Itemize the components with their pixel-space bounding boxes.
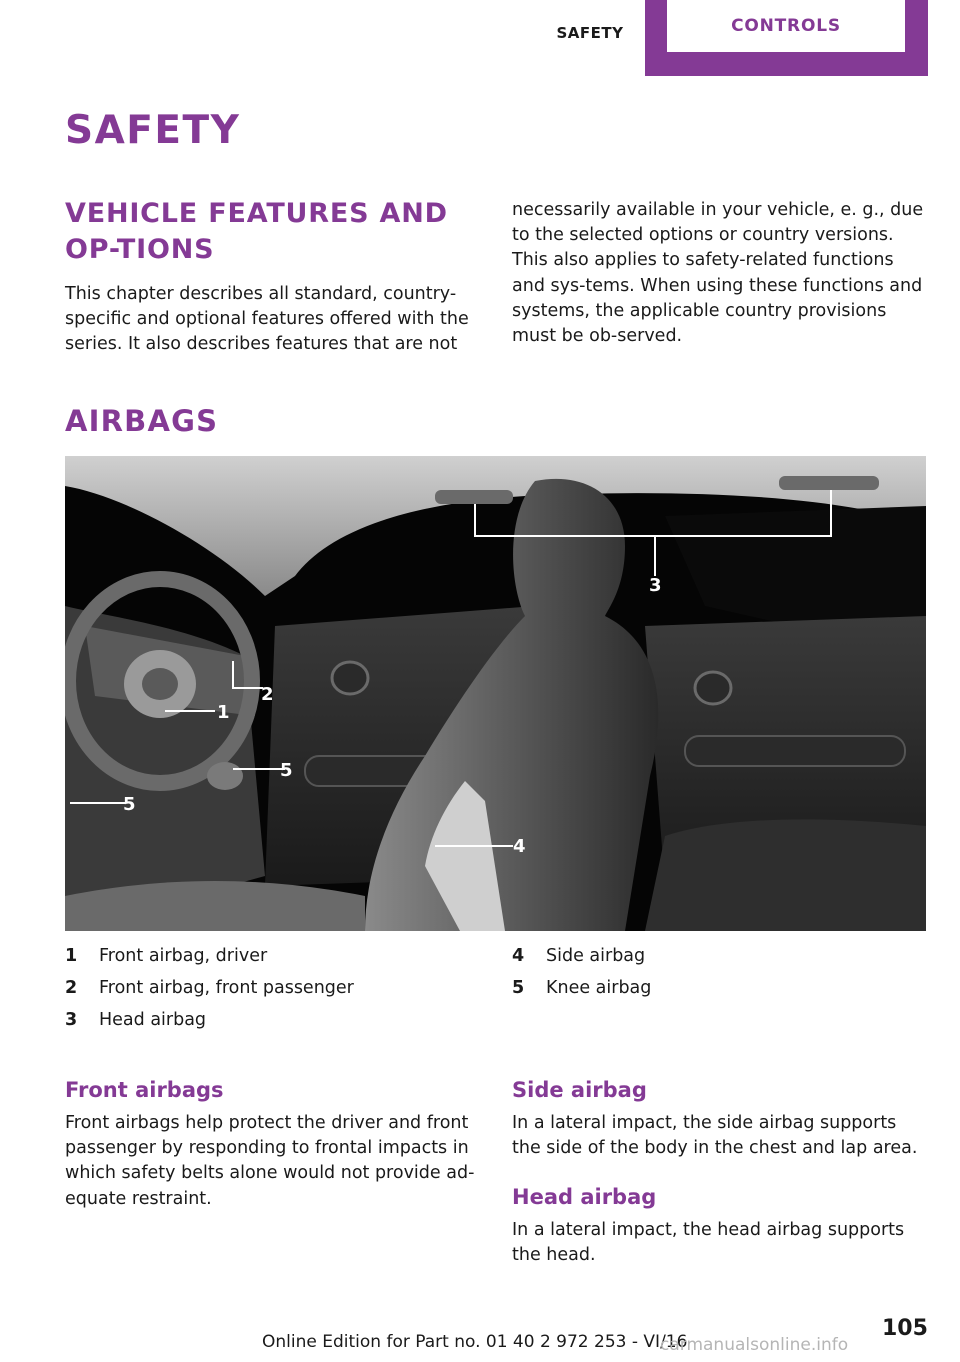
car-interior-illustration xyxy=(65,456,926,931)
callout-4: 4 xyxy=(513,836,526,857)
legend-label: Front airbag, front passenger xyxy=(99,978,354,998)
callout-5-driver: 5 xyxy=(123,794,136,815)
legend-number: 2 xyxy=(65,978,78,998)
header-section-label: SAFETY xyxy=(556,24,624,42)
airbags-heading: AIRBAGS xyxy=(65,404,219,438)
chapter-tab-inner xyxy=(667,0,905,52)
page-number: 105 xyxy=(882,1316,928,1341)
watermark: carmanualsonline.info xyxy=(660,1335,849,1355)
chapter-tab-label: CONTROLS xyxy=(731,16,841,36)
front-airbags-heading: Front airbags xyxy=(65,1078,224,1102)
vehicle-features-text-left: This chapter describes all standard, country-specific and optional features offered with the series. It also describes features that are not xyxy=(65,284,469,355)
head-airbag-heading: Head airbag xyxy=(512,1185,657,1209)
callout-2: 2 xyxy=(261,684,274,705)
callout-5-passenger: 5 xyxy=(280,760,293,781)
legend-item xyxy=(512,940,932,972)
legend-item xyxy=(512,972,932,1004)
legend-label: Knee airbag xyxy=(546,978,652,998)
vehicle-features-heading: VEHICLE FEATURES AND OP-TIONS xyxy=(65,198,448,265)
legend-number: 1 xyxy=(65,946,78,966)
airbag-legend-right xyxy=(512,940,932,1004)
head-airbag-text: In a lateral impact, the head airbag supports the head. xyxy=(512,1220,905,1266)
legend-item xyxy=(65,940,485,972)
vehicle-features-text-right: necessarily available in your vehicle, e. g., due to the selected options or country versions. This also applies to safety-related functions and sys-tems. When using these functions and systems, the applicable country provisions must be ob-served. xyxy=(512,200,924,347)
legend-number: 3 xyxy=(65,1010,78,1030)
legend-item xyxy=(65,972,485,1004)
callout-1: 1 xyxy=(217,702,230,723)
legend-number: 4 xyxy=(512,946,525,966)
legend-label: Head airbag xyxy=(99,1010,207,1030)
legend-label: Side airbag xyxy=(546,946,646,966)
front-airbags-text: Front airbags help protect the driver and front passenger by responding to frontal impacts in which safety belts alone would not provide ad-equate restraint. xyxy=(65,1113,475,1209)
airbags-figure xyxy=(65,456,926,931)
callout-3: 3 xyxy=(649,575,662,596)
legend-label: Front airbag, driver xyxy=(99,946,268,966)
page-title: SAFETY xyxy=(65,108,241,153)
legend-number: 5 xyxy=(512,978,525,998)
side-airbag-text: In a lateral impact, the side airbag supports the side of the body in the chest and lap area. xyxy=(512,1113,918,1159)
side-airbag-heading: Side airbag xyxy=(512,1078,647,1102)
footer-edition: Online Edition for Part no. 01 40 2 972 253 - VI/16 xyxy=(262,1332,688,1352)
chapter-tab[interactable] xyxy=(645,0,928,76)
airbag-legend-left xyxy=(65,940,485,1036)
legend-item xyxy=(65,1004,485,1036)
